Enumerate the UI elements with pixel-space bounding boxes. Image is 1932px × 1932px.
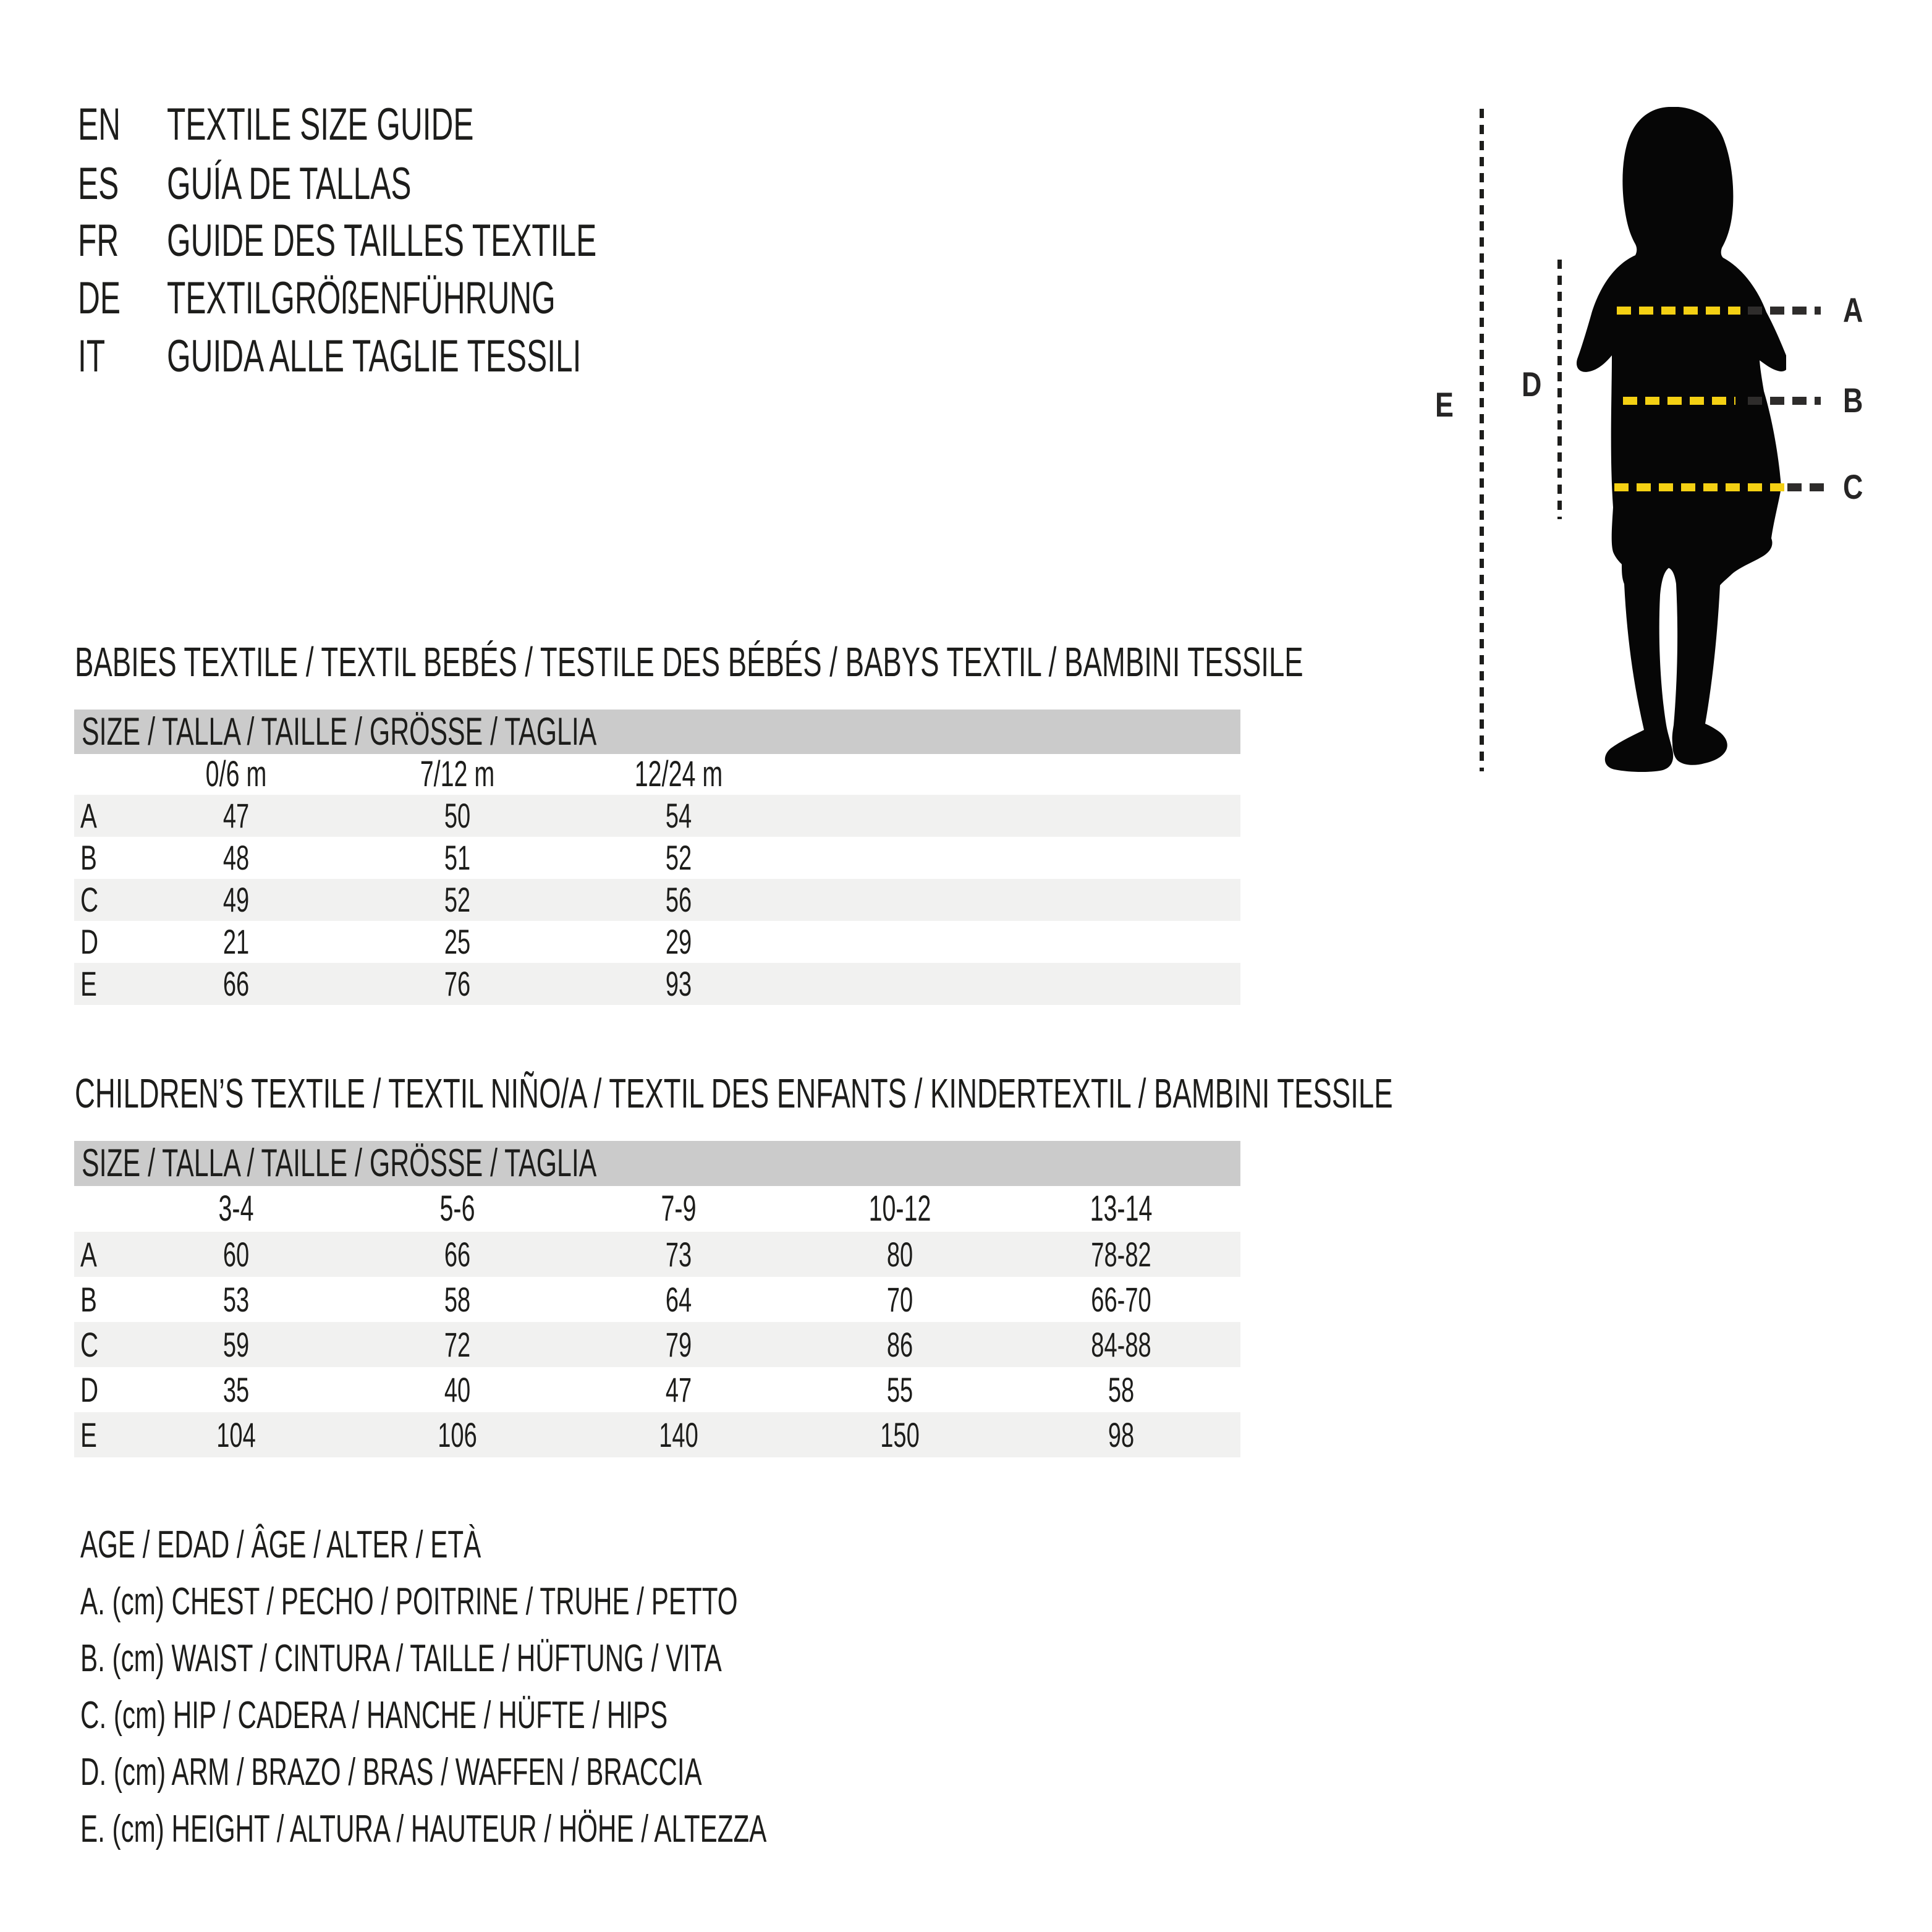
size-value: 58 <box>444 1280 471 1319</box>
column-header: 3-4 <box>218 1188 254 1229</box>
legend-item <box>80 1744 994 1801</box>
size-value: 47 <box>222 796 250 835</box>
size-value: 21 <box>222 922 250 961</box>
babies-section-title-text: BABIES TEXTILE / TEXTIL BEBÉS / TESTILE DES BÉBÉS / BABYS TEXTIL / BAMBINI TESSILE <box>75 639 1303 685</box>
row-label: B <box>80 1280 97 1319</box>
language-code-text: DE <box>78 273 121 323</box>
column-header: 0/6 m <box>205 754 267 794</box>
size-value: 66 <box>222 964 250 1003</box>
row-label: E <box>80 964 97 1003</box>
chest-label: A <box>1843 290 1863 329</box>
size-value: 54 <box>665 796 692 835</box>
language-row <box>0 271 1236 326</box>
size-value: 98 <box>1108 1415 1135 1454</box>
language-row <box>0 329 1236 384</box>
size-value: 35 <box>222 1370 250 1409</box>
guide-title <box>167 157 527 211</box>
guide-title <box>167 329 776 384</box>
table-row <box>74 1277 1240 1322</box>
row-label: E <box>80 1415 97 1454</box>
hip-label: C <box>1843 467 1863 506</box>
arm-measure-line-d <box>1557 260 1562 519</box>
children-section-title-text: CHILDREN’S TEXTILE / TEXTIL NIÑO/A / TEXTIL DES ENFANTS / KINDERTEXTIL / BAMBINI TESSILE <box>75 1070 1393 1117</box>
legend-age-line <box>80 1517 669 1574</box>
language-code-text: IT <box>78 331 106 381</box>
language-code-text: EN <box>78 100 121 150</box>
size-value: 50 <box>444 796 471 835</box>
row-label: B <box>80 838 97 877</box>
size-value: 64 <box>665 1280 692 1319</box>
legend-text: E. (cm) HEIGHT / ALTURA / HAUTEUR / HÖHE / ALTEZZA <box>80 1808 767 1850</box>
guide-title-text: TEXTILE SIZE GUIDE <box>167 100 474 150</box>
children-table-header-text: SIZE / TALLA / TAILLE / GRÖSSE / TAGLIA <box>82 1142 597 1185</box>
size-value: 140 <box>659 1415 698 1454</box>
size-value: 80 <box>886 1235 913 1274</box>
legend-item <box>80 1801 1090 1858</box>
legend-item <box>80 1574 1047 1630</box>
size-value: 56 <box>665 880 692 919</box>
children-section-title <box>75 1072 1932 1116</box>
language-row <box>0 98 1236 152</box>
size-value: 79 <box>665 1325 692 1364</box>
column-header-row <box>74 754 1240 795</box>
language-code-text: FR <box>78 216 119 266</box>
size-value: 25 <box>444 922 471 961</box>
hip-line-dark <box>1787 483 1826 491</box>
column-header: 7-9 <box>661 1188 697 1229</box>
size-value: 40 <box>444 1370 471 1409</box>
guide-title <box>167 98 618 152</box>
column-header: 10-12 <box>868 1188 931 1229</box>
column-header: 7/12 m <box>420 754 495 794</box>
row-label: A <box>80 796 97 835</box>
language-row <box>0 157 1236 211</box>
size-value: 93 <box>665 964 692 1003</box>
size-value: 58 <box>1108 1370 1135 1409</box>
guide-title-text: GUÍA DE TALLAS <box>167 159 412 209</box>
hip-line-yellow <box>1614 483 1785 491</box>
size-value: 78-82 <box>1091 1235 1151 1274</box>
size-value: 60 <box>222 1235 250 1274</box>
legend-text: D. (cm) ARM / BRAZO / BRAS / WAFFEN / BRACCIA <box>80 1751 702 1794</box>
babies-table-header-bar <box>74 710 1240 754</box>
language-row <box>0 214 1236 268</box>
table-row <box>74 1232 1240 1277</box>
guide-title-text: GUIDE DES TAILLES TEXTILE <box>167 216 597 266</box>
legend-item <box>80 1687 944 1744</box>
size-value: 51 <box>444 838 471 877</box>
table-row <box>74 879 1240 921</box>
language-code <box>78 214 138 268</box>
size-value: 73 <box>665 1235 692 1274</box>
size-value: 72 <box>444 1325 471 1364</box>
size-value: 76 <box>444 964 471 1003</box>
size-value: 48 <box>222 838 250 877</box>
size-value: 66-70 <box>1091 1280 1151 1319</box>
language-code <box>78 329 118 384</box>
size-value: 104 <box>216 1415 256 1454</box>
height-label: E <box>1435 385 1454 424</box>
table-row <box>74 1322 1240 1367</box>
table-row <box>74 1412 1240 1457</box>
size-value: 53 <box>222 1280 250 1319</box>
guide-title <box>167 271 739 326</box>
size-value: 66 <box>444 1235 471 1274</box>
size-value: 70 <box>886 1280 913 1319</box>
guide-title-text: GUIDA ALLE TAGLIE TESSILI <box>167 331 582 381</box>
size-value: 84-88 <box>1091 1325 1151 1364</box>
babies-section-title <box>75 640 1881 685</box>
size-value: 150 <box>880 1415 920 1454</box>
table-row <box>74 795 1240 837</box>
table-row <box>74 1367 1240 1412</box>
row-label: C <box>80 1325 99 1364</box>
column-header: 13-14 <box>1090 1188 1153 1229</box>
guide-title-text: TEXTILGRÖßENFÜHRUNG <box>167 273 556 323</box>
language-code-text: ES <box>78 159 119 209</box>
chest-line-yellow <box>1617 307 1740 315</box>
size-value: 47 <box>665 1370 692 1409</box>
language-code <box>78 157 138 211</box>
column-header: 5-6 <box>439 1188 475 1229</box>
size-value: 52 <box>444 880 471 919</box>
babies-table-header-text: SIZE / TALLA / TAILLE / GRÖSSE / TAGLIA <box>82 710 597 753</box>
table-row <box>74 963 1240 1005</box>
waist-line-dark <box>1748 397 1821 405</box>
chest-line-dark <box>1748 307 1821 315</box>
table-row <box>74 921 1240 963</box>
row-label: D <box>80 922 99 961</box>
row-label: D <box>80 1370 99 1409</box>
arm-label: D <box>1522 365 1542 404</box>
legend-text: B. (cm) WAIST / CINTURA / TAILLE / HÜFTUNG / VITA <box>80 1637 722 1680</box>
children-table-header-bar <box>74 1141 1240 1186</box>
language-code <box>78 271 140 326</box>
size-value: 49 <box>222 880 250 919</box>
column-header: 12/24 m <box>634 754 723 794</box>
size-value: 52 <box>665 838 692 877</box>
guide-title <box>167 214 799 268</box>
size-value: 59 <box>222 1325 250 1364</box>
size-value: 29 <box>665 922 692 961</box>
legend-item <box>80 1630 1023 1687</box>
column-header-row <box>74 1186 1240 1232</box>
legend-text: A. (cm) CHEST / PECHO / POITRINE / TRUHE / PETTO <box>80 1580 738 1623</box>
size-value: 86 <box>886 1325 913 1364</box>
row-label: C <box>80 880 99 919</box>
legend-text: C. (cm) HIP / CADERA / HANCHE / HÜFTE / HIPS <box>80 1694 668 1737</box>
row-label: A <box>80 1235 97 1274</box>
waist-label: B <box>1843 381 1863 420</box>
legend-text: AGE / EDAD / ÂGE / ALTER / ETÀ <box>80 1523 481 1566</box>
waist-line-yellow <box>1623 397 1735 405</box>
size-value: 55 <box>886 1370 913 1409</box>
language-code <box>78 98 140 152</box>
size-value: 106 <box>438 1415 477 1454</box>
table-row <box>74 837 1240 879</box>
